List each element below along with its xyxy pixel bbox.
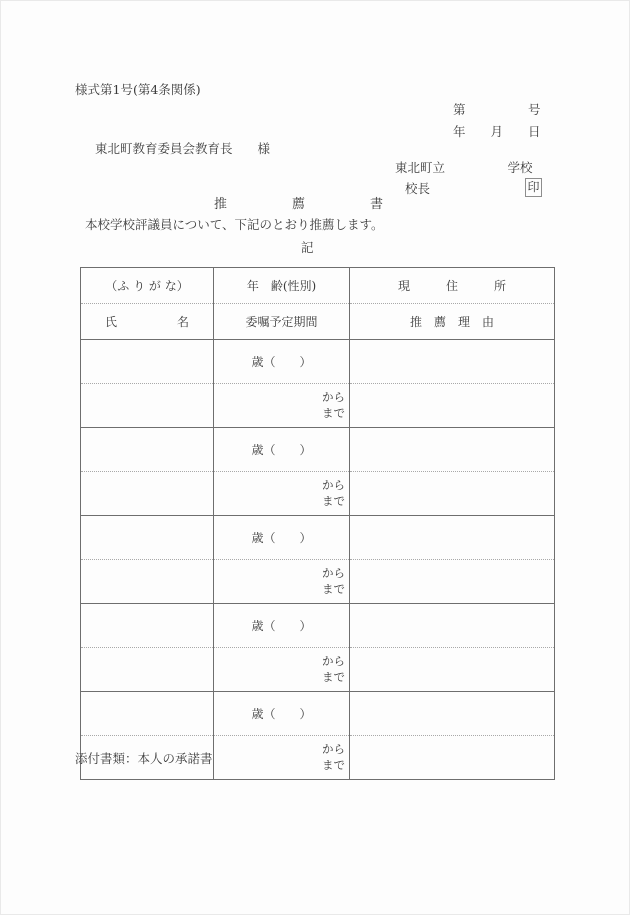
period-to-label: まで [322, 669, 345, 684]
cell-address[interactable] [350, 340, 555, 384]
cell-period[interactable] [214, 472, 350, 516]
cell-name[interactable] [81, 560, 214, 604]
table-row [81, 560, 555, 604]
cell-name[interactable] [81, 384, 214, 428]
cell-address[interactable] [350, 604, 555, 648]
cell-furigana[interactable] [81, 516, 214, 560]
cell-period[interactable] [214, 648, 350, 692]
table-row [81, 428, 555, 472]
form-number-label: 様式第1号(第4条関係) [75, 82, 201, 97]
cell-reason[interactable] [350, 648, 555, 692]
header-age-gender: 年 齢(性別) [214, 268, 350, 304]
cell-age[interactable]: 歳（ ） [214, 604, 350, 648]
period-to-label: まで [322, 757, 345, 772]
cell-furigana[interactable] [81, 604, 214, 648]
period-from-label: から [322, 741, 345, 756]
lead-sentence: 本校学校評議員について、下記のとおり推薦します。 [85, 217, 384, 232]
table-row [81, 516, 555, 560]
header-name: 氏 名 [81, 304, 214, 340]
cell-period[interactable] [214, 384, 350, 428]
table-row [81, 692, 555, 736]
seal-stamp-box: 印 [525, 178, 542, 197]
table-row [81, 472, 555, 516]
document-date-field: 年 月 日 [453, 124, 541, 139]
header-address: 現 住 所 [350, 268, 555, 304]
cell-reason[interactable] [350, 560, 555, 604]
cell-name[interactable] [81, 472, 214, 516]
cell-reason[interactable] [350, 472, 555, 516]
table-row [81, 604, 555, 648]
period-to-label: まで [322, 405, 345, 420]
cell-period[interactable] [214, 560, 350, 604]
principal-name-field: 校長 [405, 181, 431, 196]
header-period: 委嘱予定期間 [214, 304, 350, 340]
cell-address[interactable] [350, 692, 555, 736]
header-furigana: （ふ り が な） [81, 268, 214, 304]
cell-name[interactable] [81, 648, 214, 692]
cell-reason[interactable] [350, 384, 555, 428]
page-title: 推 薦 書 [214, 197, 384, 212]
cell-furigana[interactable] [81, 692, 214, 736]
ki-marker: 記 [301, 240, 314, 255]
table-row [81, 340, 555, 384]
period-to-label: まで [322, 493, 345, 508]
period-from-label: から [322, 565, 345, 580]
header-reason: 推 薦 理 由 [350, 304, 555, 340]
cell-age[interactable]: 歳（ ） [214, 692, 350, 736]
table-row [81, 384, 555, 428]
cell-furigana[interactable] [81, 428, 214, 472]
cell-period[interactable] [214, 736, 350, 780]
document-number-field: 第 号 [453, 102, 541, 117]
cell-age[interactable]: 歳（ ） [214, 340, 350, 384]
cell-age[interactable]: 歳（ ） [214, 428, 350, 472]
cell-reason[interactable] [350, 736, 555, 780]
table-header-row-1 [81, 268, 555, 304]
cell-address[interactable] [350, 516, 555, 560]
table-row [81, 648, 555, 692]
school-name-field: 東北町立 学校 [395, 160, 533, 175]
period-from-label: から [322, 653, 345, 668]
cell-age[interactable]: 歳（ ） [214, 516, 350, 560]
period-from-label: から [322, 389, 345, 404]
addressee-label: 東北町教育委員会教育長 様 [95, 141, 271, 156]
recommendation-table [80, 267, 555, 780]
attachment-note: 添付書類：本人の承諾書 [75, 751, 213, 766]
period-from-label: から [322, 477, 345, 492]
period-to-label: まで [322, 581, 345, 596]
cell-address[interactable] [350, 428, 555, 472]
table-header-row-2 [81, 304, 555, 340]
cell-furigana[interactable] [81, 340, 214, 384]
